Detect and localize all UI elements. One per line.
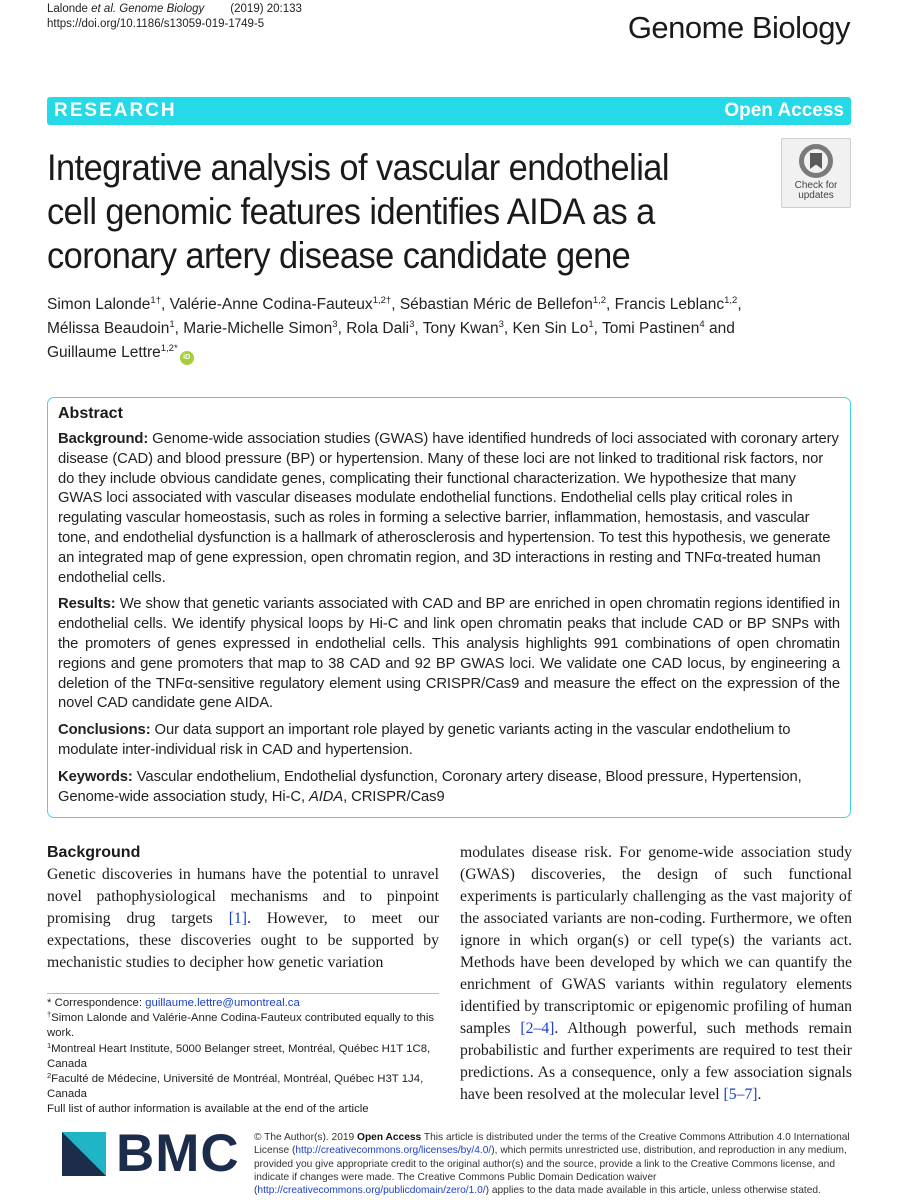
article-type-label: RESEARCH bbox=[54, 100, 177, 121]
abstract-background: Background: Genome-wide association studies (GWAS) have identified hundreds of loci associated with coronary artery disease (CAD) and blood pressure (BP) or hypertension. Many of these loci are not linked to traditional risk factors, nor do they include obvious candidate genes, complicating their functional characterization. We hypothesize that many GWAS loci associated with vascular diseases modulate endothelial functions. Endothelial cells play critical roles in regulating vascular homeostasis, such as roles in forming a selective barrier, inflammation, hemostasis, and vascular tone, and endothelial dysfunction is a hallmark of atherosclerosis and hypertension. To test this hypothesis, we generate an integrated map of gene expression, open chromatin region, and 3D interactions in resting and TNFα-treated human endothelial cells. bbox=[58, 431, 839, 586]
authors-and: and bbox=[708, 320, 735, 337]
author[interactable]: Tony Kwan$^3$ bbox=[422, 319, 504, 337]
section-heading-background: Background bbox=[47, 844, 141, 861]
publisher-logo bbox=[62, 1124, 240, 1183]
footnote-divider bbox=[47, 993, 439, 994]
journal-logo: Genome Biology bbox=[627, 10, 850, 45]
crossmark-icon bbox=[799, 144, 833, 178]
email-link[interactable]: guillaume.lettre@umontreal.ca bbox=[145, 997, 300, 1009]
author[interactable]: Guillaume Lettre$^{1,2*}$ bbox=[47, 343, 178, 361]
affiliation-1: $^1$Montreal Heart Institute, 5000 Belanger street, Montréal, Québec H1T 1C8, Canada bbox=[47, 1040, 431, 1070]
doi-link[interactable]: https://doi.org/10.1186/s13059-019-1749-5 bbox=[47, 18, 265, 30]
author[interactable]: Sébastian Méric de Bellefon$^{1,2}$ bbox=[399, 295, 607, 313]
check-updates-line1: Check for bbox=[794, 180, 838, 191]
footnotes bbox=[47, 996, 447, 1118]
check-for-updates-button[interactable] bbox=[781, 138, 851, 208]
body-paragraph: Genetic discoveries in humans have the potential to unravel novel pathophysiological mechanisms and to pinpoint promising drug targets [1]. However, to meet our expectations, these discoveries ought to be supported by mechanistic studies to decipher how genetic variation bbox=[47, 866, 439, 971]
body-paragraph: modulates disease risk. For genome-wide association study (GWAS) discoveries, the design of such functional experiments is particularly challenging as the vast majority of the associated variants are non-coding. Furthermore, we often ignore in which organ(s) or cell type(s) the variants act. Methods have been developed by which we can quantify the enrichment of GWAS variants within regulatory elements identified by transcriptomic or epigenomic profiling of human samples [2–4]. Although powerful, such methods remain probabilistic and further experiments are required to test their predictions. As a consequence, only a few association signals have been resolved at the molecular level [5–7]. bbox=[460, 844, 853, 1103]
orcid-icon[interactable]: iD bbox=[180, 351, 194, 365]
abstract-box bbox=[47, 397, 851, 818]
license-statement: © The Author(s). 2019 Open Access This article is distributed under the terms of the Creative Commons Attribution 4.0 International License (http://creativecommons.org/licenses/by/4.0/), which permits unrestricted use, distribution, and reproduction in any medium, provided you give appropriate credit to the original author(s) and the source, provide a link to the Creative Commons license, and indicate if changes were made. The Creative Commons Public Domain Dedication waiver (http://creativecommons.org/publicdomain/zero/1.0/) applies to the data made available in this article, unless otherwise stated. bbox=[254, 1132, 850, 1197]
cc-by-license-link[interactable]: http://creativecommons.org/licenses/by/4.0/ bbox=[295, 1145, 492, 1157]
abstract-heading: Abstract bbox=[58, 405, 123, 422]
author[interactable]: Tomi Pastinen$^4$ bbox=[601, 319, 705, 337]
author[interactable]: Mélissa Beaudoin$^1$ bbox=[47, 319, 175, 337]
running-head-journal: et al. Genome Biology bbox=[91, 3, 205, 15]
author[interactable]: Marie-Michelle Simon$^3$ bbox=[183, 319, 338, 337]
cc0-waiver-link[interactable]: http://creativecommons.org/publicdomain/zero/1.0/ bbox=[257, 1185, 486, 1197]
abstract-keywords: Keywords: Vascular endothelium, Endothelial dysfunction, Coronary artery disease, Blood pressure, Hypertension, Genome-wide association study, Hi-C, AIDA, CRISPR/Cas9 bbox=[58, 768, 802, 805]
running-head bbox=[47, 2, 302, 32]
equal-contribution-note: †Simon Lalonde and Valérie-Anne Codina-Fauteux contributed equally to this work. bbox=[47, 1010, 435, 1040]
bmc-logo-text: BMC bbox=[116, 1124, 240, 1183]
bmc-logo-icon bbox=[62, 1132, 106, 1176]
running-head-authors: Lalonde bbox=[47, 3, 88, 15]
body-column-right bbox=[460, 842, 852, 1106]
author[interactable]: Ken Sin Lo$^1$ bbox=[512, 319, 594, 337]
citation-link[interactable]: [1] bbox=[228, 910, 247, 927]
citation-link[interactable]: [5–7] bbox=[723, 1086, 758, 1103]
running-head-volume: (2019) 20:133 bbox=[230, 3, 302, 15]
abstract-conclusions: Conclusions: Our data support an important role played by genetic variants acting in the vascular endothelium to modulate inter-individual risk in CAD and hypertension. bbox=[58, 722, 791, 758]
abstract-results: Results: We show that genetic variants associated with CAD and BP are enriched in open chromatin regions identified in endothelial cells. We identify physical loops by Hi-C and link open chromatin peaks that include CAD or BP SNPs with the promoters of genes expressed in endothelial cells. This analysis highlights 991 combinations of open chromatin regions and gene promoters that map to 38 CAD and 92 BP GWAS loci. We validate one CAD locus, by engineering a deletion of the TNFα-sensitive regulatory element using CRISPR/Cas9 and measure the effect on the expression of the novel CAD candidate gene AIDA. bbox=[58, 596, 840, 712]
author-list: Simon Lalonde$^{1\dagger}$, Valérie-Anne Codina-Fauteux$^{1,2\dagger}$, Sébastian Méric de Bellefon$^{1,2}$, Francis Leblanc$^{1,2}$, Mélissa Beaudoin$^1$, Marie-Michelle Simon$^3$, Rola Dali$^3$, Tony Kwan$^3$, Ken Sin Lo$^1$, Tomi Pastinen$^4$ and Guillaume Lettre$^{1,2*}$iD bbox=[47, 293, 847, 365]
author[interactable]: Simon Lalonde$^{1\dagger}$ bbox=[47, 295, 161, 313]
author[interactable]: Valérie-Anne Codina-Fauteux$^{1,2\dagger}$ bbox=[169, 295, 392, 313]
article-title: Integrative analysis of vascular endothelial cell genomic features identifies AIDA as a coronary artery disease candidate gene bbox=[47, 147, 669, 276]
author[interactable]: Rola Dali$^3$ bbox=[346, 319, 415, 337]
full-author-info-note: Full list of author information is available at the end of the article bbox=[47, 1103, 369, 1116]
author[interactable]: Francis Leblanc$^{1,2}$ bbox=[614, 295, 738, 313]
citation-link[interactable]: [2–4] bbox=[520, 1020, 555, 1037]
open-access-label: Open Access bbox=[724, 100, 844, 121]
affiliation-2: $^2$Faculté de Médecine, Université de Montréal, Montréal, Québec H3T 1J4, Canada bbox=[47, 1071, 424, 1101]
body-column-left bbox=[47, 842, 439, 974]
correspondence-note: * Correspondence: guillaume.lettre@umontreal.ca bbox=[47, 997, 300, 1009]
article-type-banner bbox=[47, 97, 851, 125]
check-updates-line2: updates bbox=[798, 190, 834, 201]
